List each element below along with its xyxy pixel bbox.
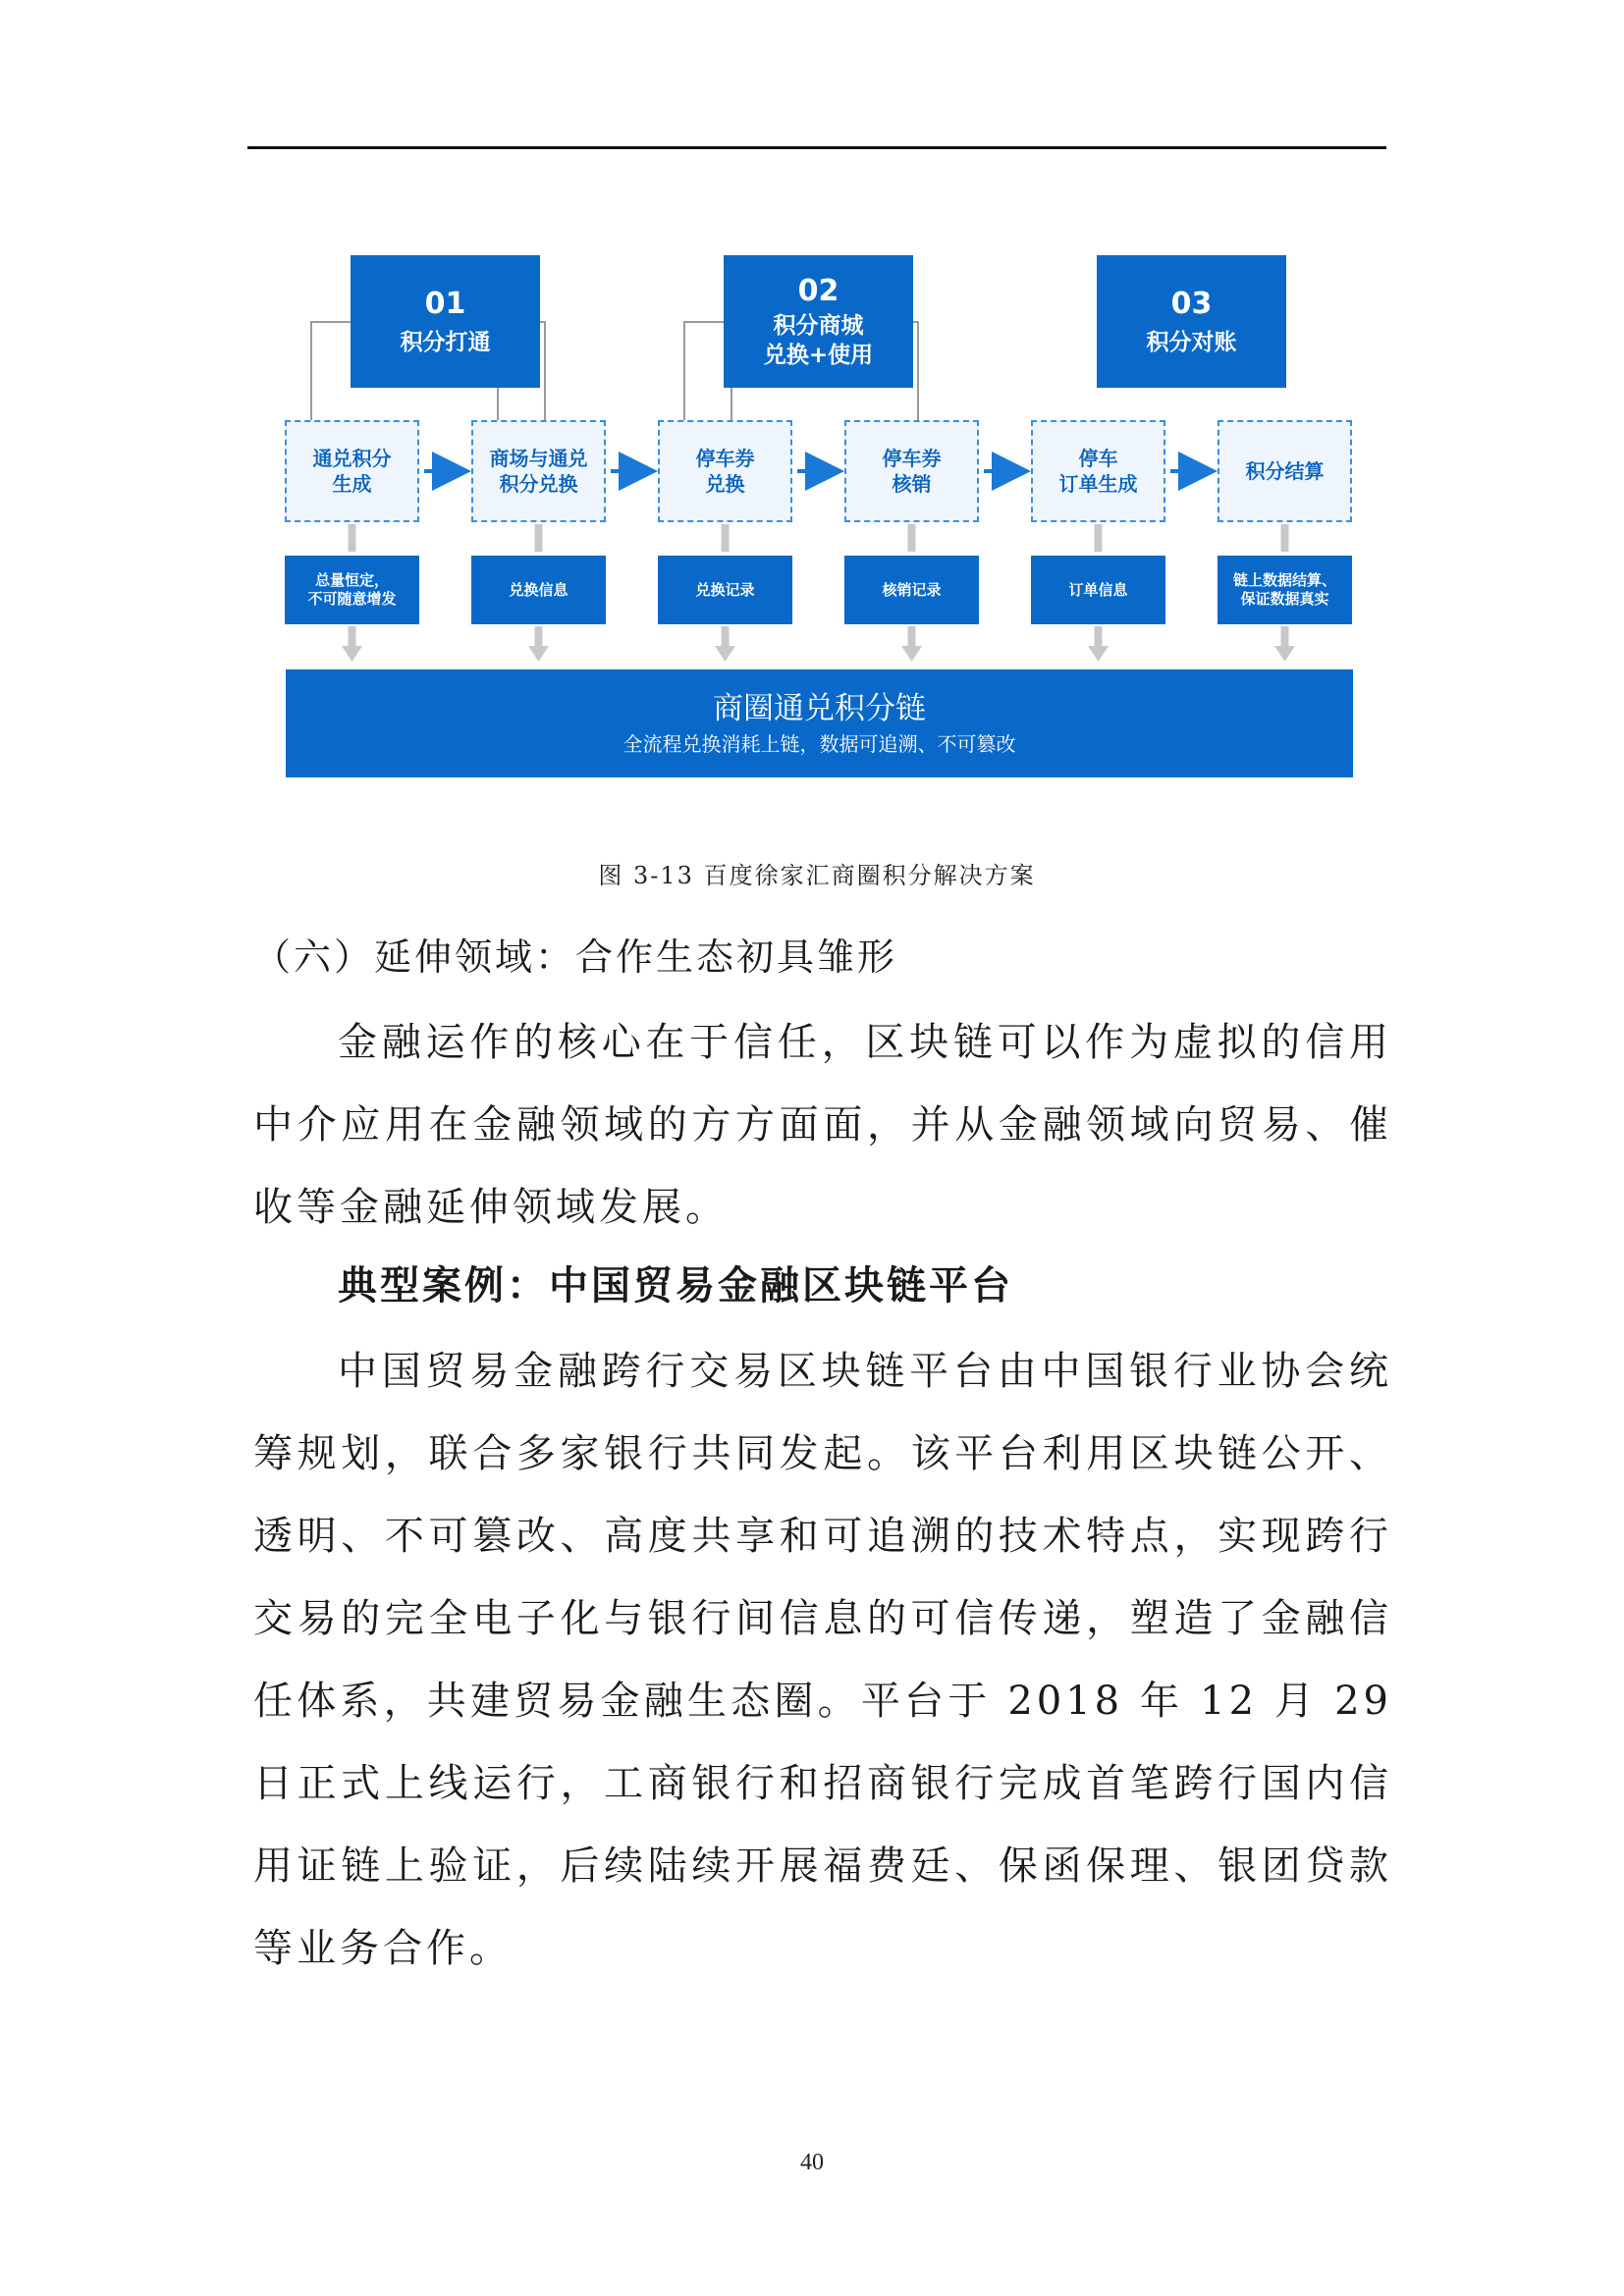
page-number: 40: [800, 2150, 824, 2175]
step-box-1: 通兑积分 生成: [285, 420, 419, 522]
record-box-2: 兑换信息: [471, 556, 606, 624]
stage-title: 积分商城 兑换+使用: [763, 312, 874, 368]
section-heading: （六）延伸领域：合作生态初具雏形: [253, 935, 898, 979]
case-heading: 典型案例：中国贸易金融区块链平台: [338, 1263, 1013, 1308]
header-rule: [247, 146, 1386, 149]
chain-title: 商圈通兑积分链: [713, 691, 926, 726]
body-paragraph-1: 金融运作的核心在于信任，区块链可以作为虚拟的信用中介应用在金融领域的方方面面，并从金融领域向贸易、催收等金融延伸领域发展。: [253, 1020, 1392, 1230]
step-box-4: 停车券 核销: [844, 420, 979, 522]
bracket-line-3-left: [684, 322, 724, 420]
record-box-5: 订单信息: [1031, 556, 1165, 624]
chain-bar: [286, 669, 1353, 777]
record-box-4: 核销记录: [844, 556, 979, 624]
step-box-2: 商场与通兑 积分兑换: [471, 420, 606, 522]
stage-box-1: [351, 255, 540, 388]
stage-number: 02: [797, 273, 839, 308]
step-box-3: 停车券 兑换: [658, 420, 792, 522]
stage-box-2: [724, 255, 913, 388]
chain-subtitle: 全流程兑换消耗上链，数据可追溯、不可篡改: [623, 732, 1016, 756]
record-box-6: 链上数据结算、 保证数据真实: [1218, 556, 1352, 624]
bracket-line-1-left: [311, 322, 351, 420]
step-box-6: 积分结算: [1218, 420, 1352, 522]
body-paragraph-2: 中国贸易金融跨行交易区块链平台由中国银行业协会统筹规划，联合多家银行共同发起。该平台利用区块链公开、透明、不可篡改、高度共享和可追溯的技术特点，实现跨行交易的完全电子化与银行间信息的可信传递，塑造了金融信任体系，共建贸易金融生态圈。平台于 2018 年 12 月 29 日正式上线运行，工商银行和招商银行完成首笔跨行国内信用证链上验证，后续陆续开展福费廷、保函保理、银团贷款等业务合作。: [253, 1349, 1392, 1971]
stage-box-3: [1097, 255, 1286, 388]
solution-diagram: [275, 245, 1365, 785]
stage-title: 积分对账: [1146, 329, 1237, 355]
step-box-5: 停车 订单生成: [1031, 420, 1165, 522]
stage-number: 01: [424, 286, 466, 321]
record-box-3: 兑换记录: [658, 556, 792, 624]
stage-number: 03: [1170, 286, 1213, 321]
stage-title: 积分打通: [400, 329, 491, 355]
record-box-1: 总量恒定， 不可随意增发: [285, 556, 419, 624]
figure-caption: 图 3-13 百度徐家汇商圈积分解决方案: [598, 862, 1036, 889]
